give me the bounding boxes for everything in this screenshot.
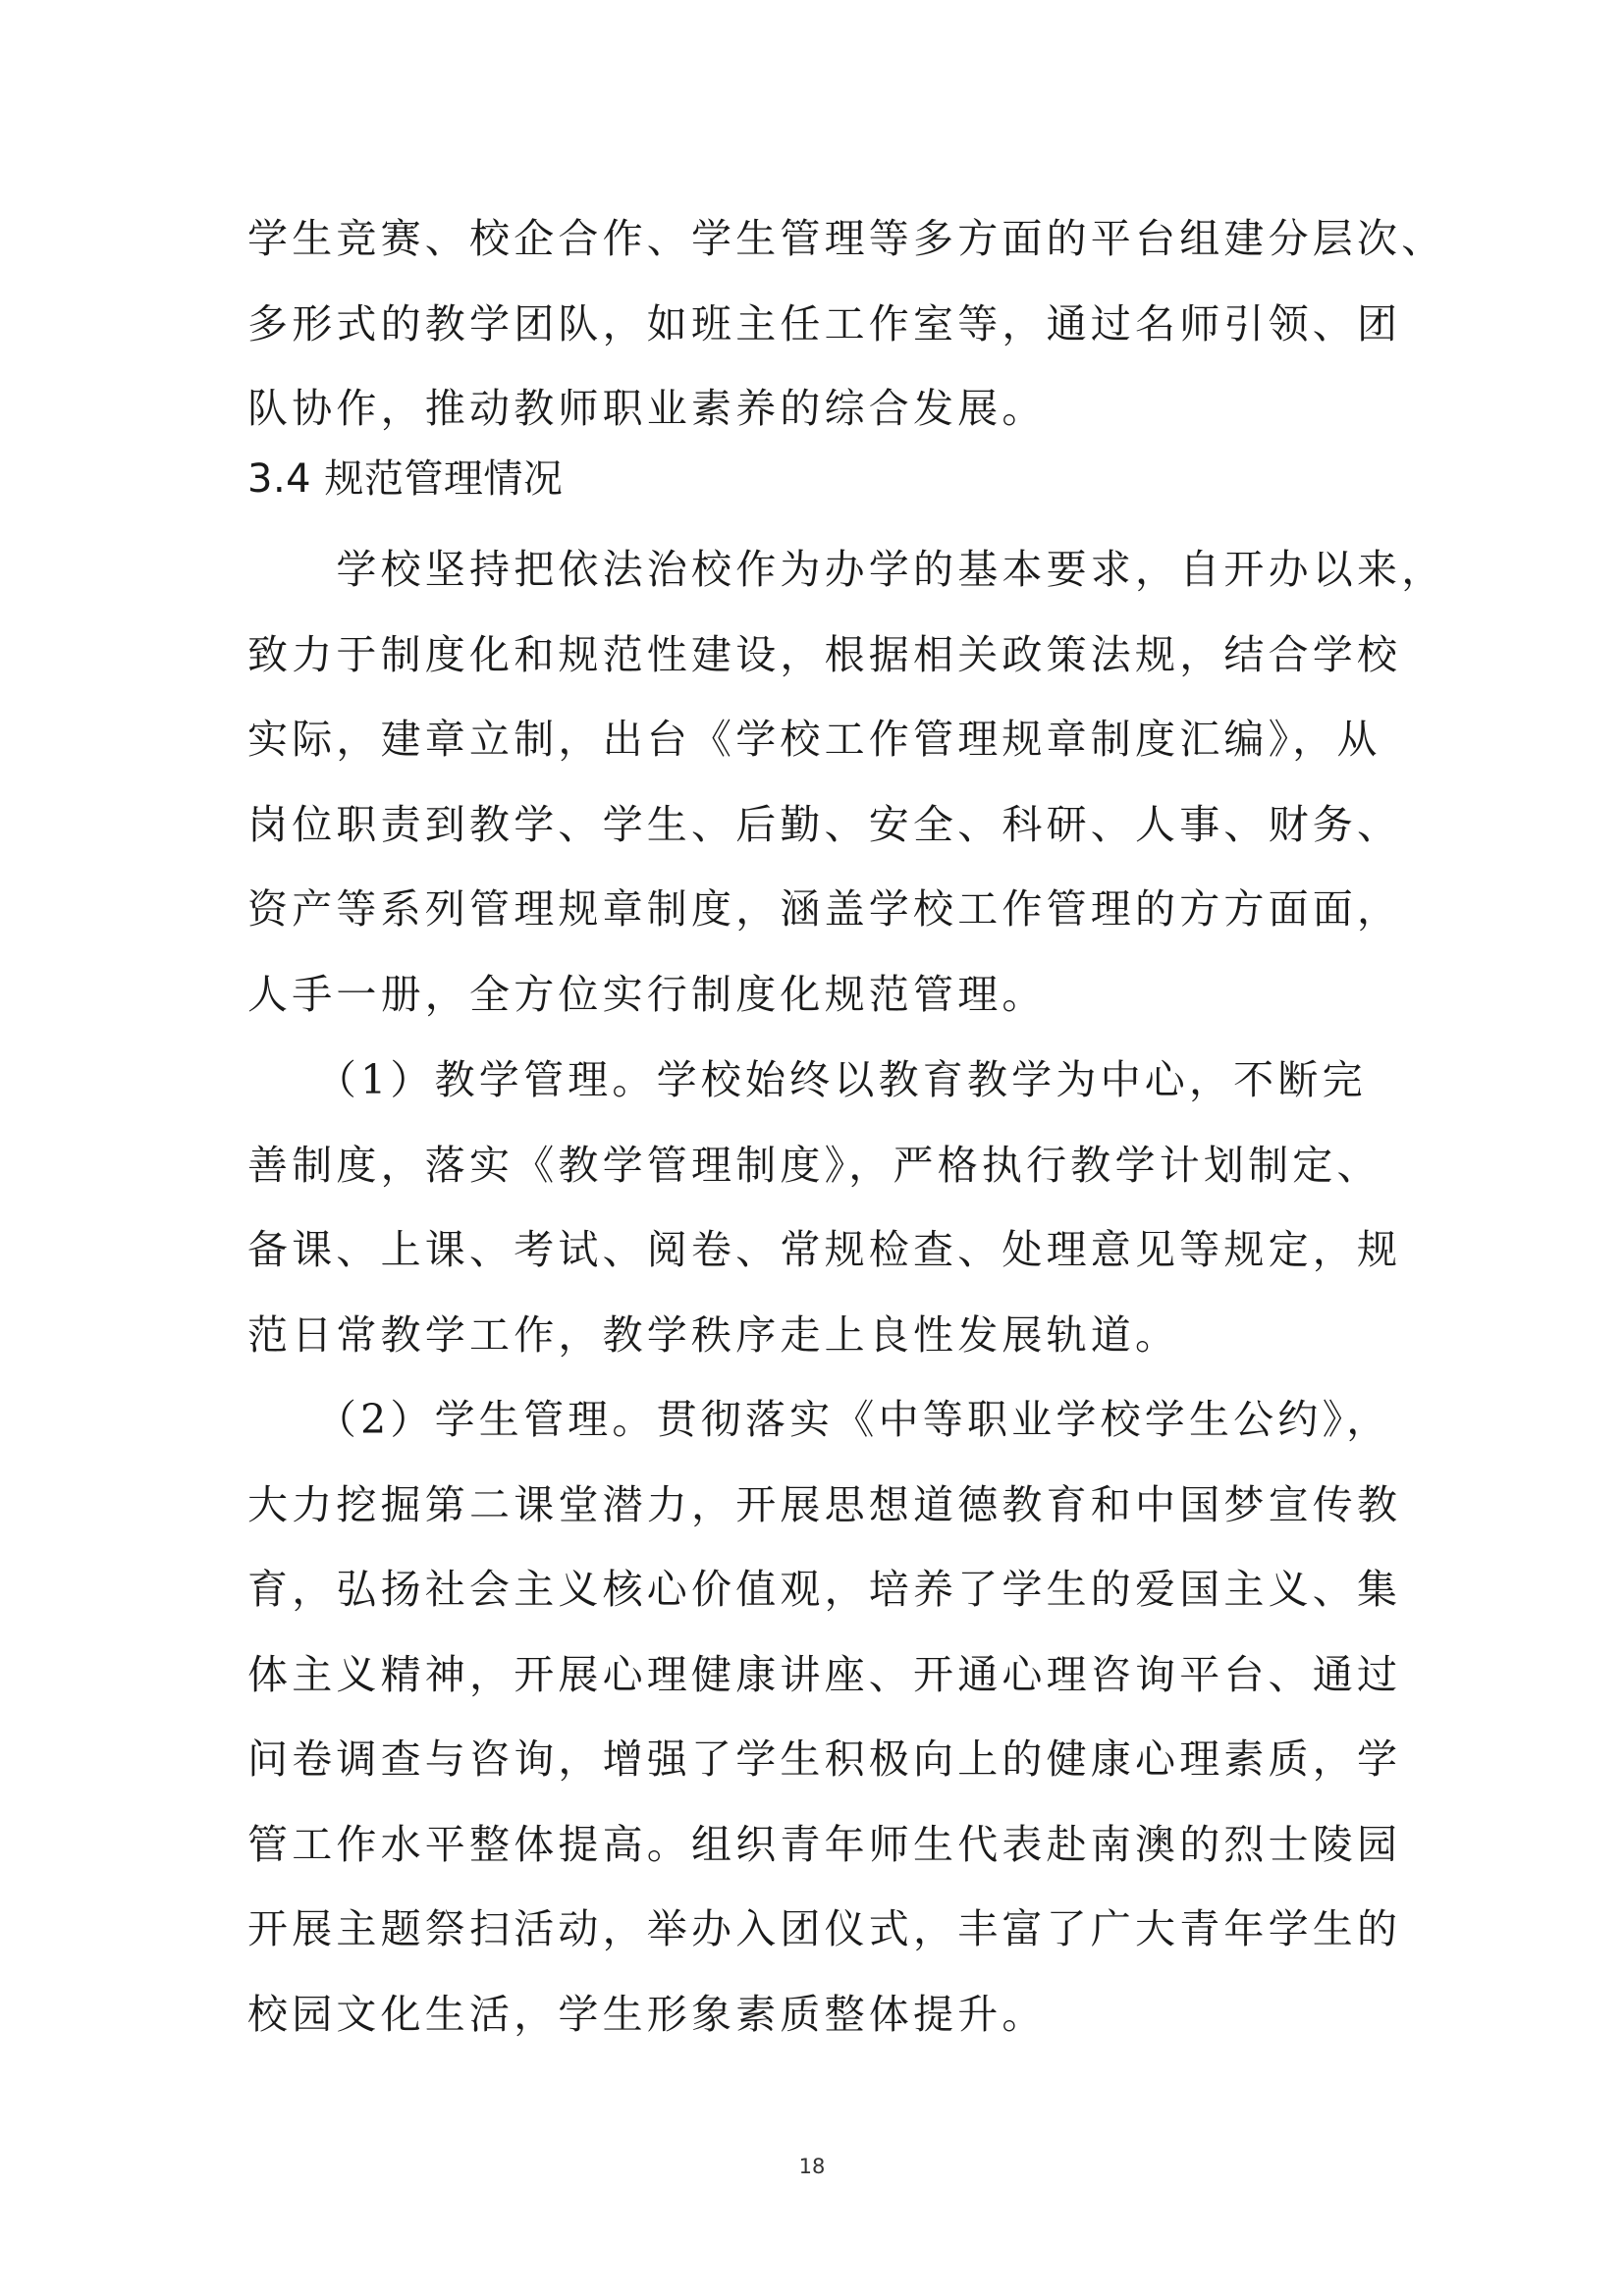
paragraph-line: 管工作水平整体提高。组织青年师生代表赴南澳的烈士陵园: [247, 1820, 1402, 1868]
page-number: 18: [798, 2155, 826, 2178]
section-heading: 3.4 规范管理情况: [247, 456, 564, 502]
paragraph-line: 范日常教学工作，教学秩序走上良性发展轨道。: [247, 1310, 1180, 1359]
paragraph-line: 备课、上课、考试、阅卷、常规检查、处理意见等规定，规: [247, 1226, 1402, 1273]
paragraph-line: 学生竞赛、校企合作、学生管理等多方面的平台组建分层次、: [247, 215, 1446, 262]
paragraph-line: 善制度，落实《教学管理制度》，严格执行教学计划制定、: [247, 1141, 1381, 1189]
paragraph-line: 资产等系列管理规章制度，涵盖学校工作管理的方方面面，: [247, 885, 1402, 933]
paragraph-line: （1）教学管理。学校始终以教育教学为中心，不断完: [247, 1056, 1367, 1103]
paragraph-line: （2）学生管理。贯彻落实《中等职业学校学生公约》，: [247, 1396, 1391, 1443]
student-management-paragraph: [247, 1377, 1402, 2056]
paragraph-line: 学校坚持把依法治校作为办学的基本要求，自开办以来，: [247, 546, 1446, 593]
paragraph-line: 队协作，推动教师职业素养的综合发展。: [247, 385, 1047, 432]
intro-paragraph: [247, 196, 1446, 452]
paragraph-line: 致力于制度化和规范性建设，根据相关政策法规，结合学校: [247, 630, 1402, 678]
section-intro-paragraph: [247, 527, 1446, 1037]
paragraph-line: 开展主题祭扫活动，举办入团仪式，丰富了广大青年学生的: [247, 1905, 1402, 1952]
paragraph-line: 问卷调查与咨询，增强了学生积极向上的健康心理素质，学: [247, 1735, 1402, 1783]
paragraph-line: 大力挖掘第二课堂潜力，开展思想道德教育和中国梦宣传教: [247, 1480, 1402, 1528]
paragraph-line: 体主义精神，开展心理健康讲座、开通心理咨询平台、通过: [247, 1650, 1402, 1698]
paragraph-line: 多形式的教学团队，如班主任工作室等，通过名师引领、团: [247, 299, 1402, 347]
paragraph-line: 育，弘扬社会主义核心价值观，培养了学生的爱国主义、集: [247, 1566, 1402, 1613]
paragraph-line: 实际，建章立制，出台《学校工作管理规章制度汇编》，从: [247, 716, 1381, 763]
paragraph-line: 人手一册，全方位实行制度化规范管理。: [247, 970, 1047, 1018]
teaching-management-paragraph: [247, 1038, 1402, 1377]
paragraph-line: 岗位职责到教学、学生、后勤、安全、科研、人事、财务、: [247, 800, 1402, 848]
paragraph-line: 校园文化生活，学生形象素质整体提升。: [247, 1990, 1047, 2038]
